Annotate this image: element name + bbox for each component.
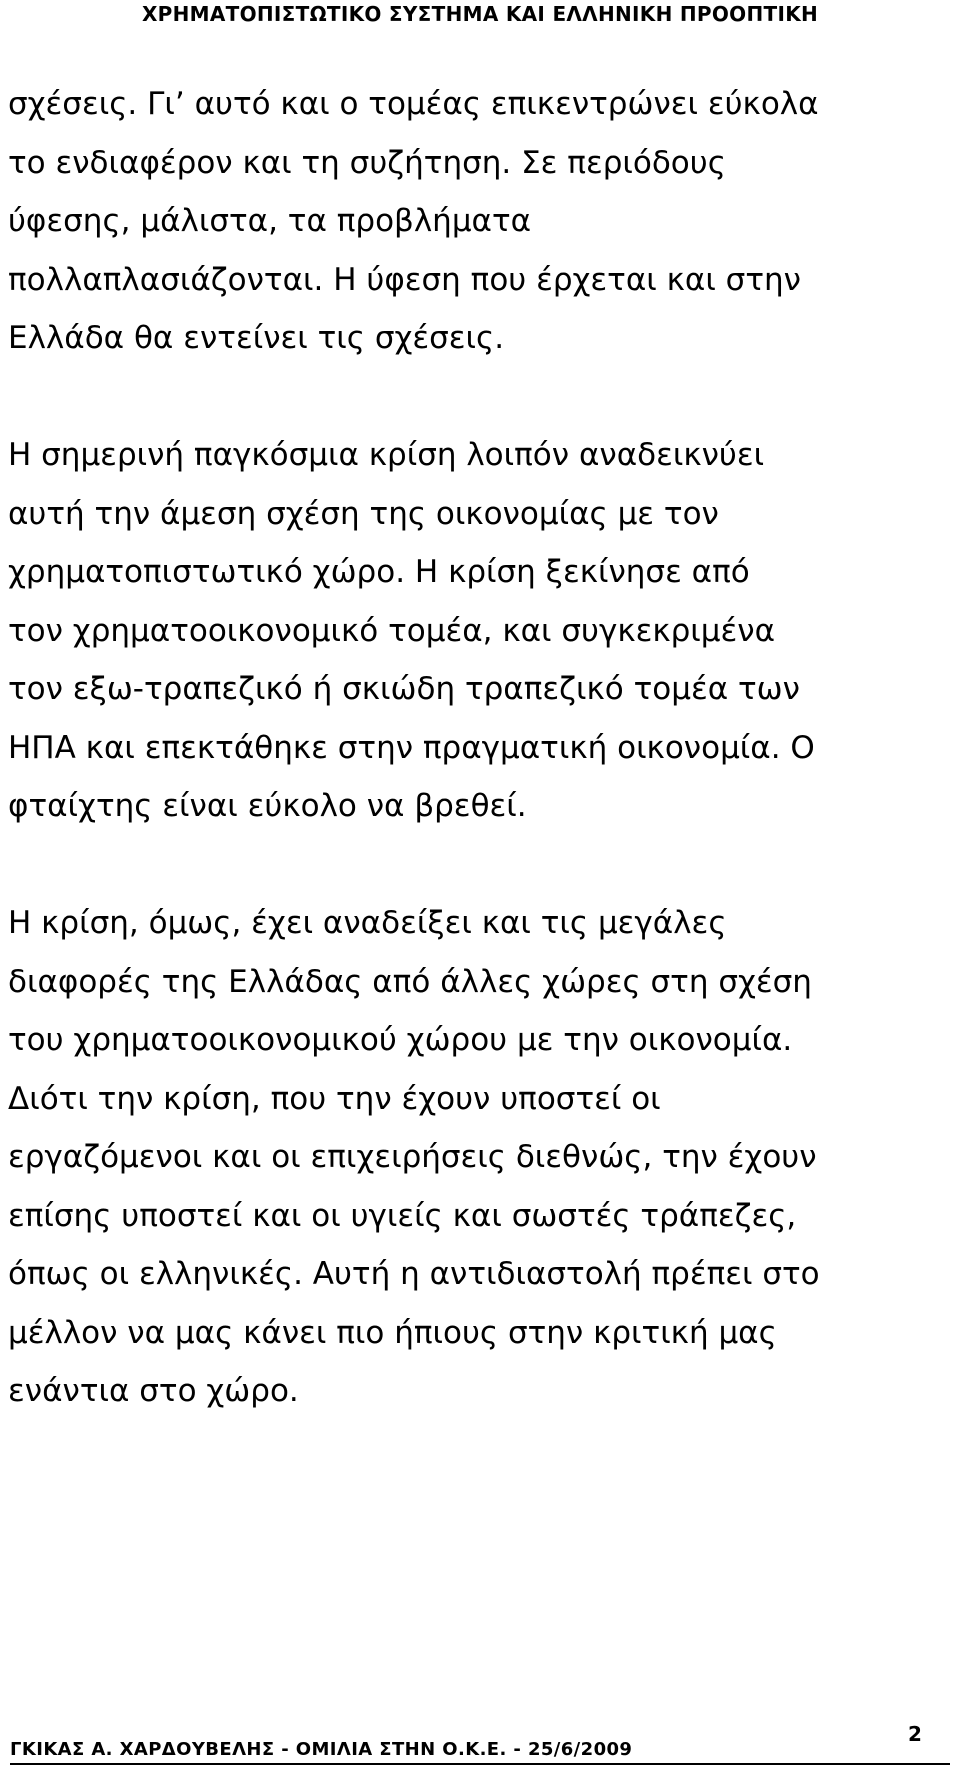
text-line: σχέσεις. Γι’ αυτό και ο τομέας επικεντρώνει εύκολα	[8, 86, 819, 122]
text-line: πολλαπλασιάζονται. Η ύφεση που έρχεται και στην	[8, 261, 801, 298]
page-number: 2	[908, 1722, 922, 1746]
text-line: ΗΠΑ και επεκτάθηκε στην πραγματική οικονομία. Ο	[8, 729, 815, 766]
text-line: όπως οι ελληνικές. Αυτή η αντιδιαστολή πρέπει στο	[8, 1256, 820, 1292]
text-line: μέλλον να μας κάνει πιο ήπιους στην κριτική μας	[8, 1314, 777, 1351]
text-line: φταίχτης είναι εύκολο να βρεθεί.	[8, 788, 527, 824]
text-line: αυτή την άμεση σχέση της οικονομίας με τον	[8, 495, 719, 532]
running-footer: ΓΚΙΚΑΣ Α. ΧΑΡΔΟΥΒΕΛΗΣ - ΟΜΙΛΙΑ ΣΤΗΝ Ο.Κ.Ε. - 25/6/2009	[10, 1739, 633, 1760]
text-line: του χρηματοοικονομικού χώρου με την οικονομία.	[8, 1022, 793, 1058]
text-line: Διότι την κρίση, που την έχουν υποστεί οι	[8, 1080, 661, 1117]
text-line: τον εξω-τραπεζικό ή σκιώδη τραπεζικό τομέα των	[8, 671, 800, 707]
paragraph-gap	[8, 836, 958, 895]
text-line: χρηματοπιστωτικό χώρο. Η κρίση ξεκίνησε από	[8, 554, 750, 590]
text-line: διαφορές της Ελλάδας από άλλες χώρες στη σχέση	[8, 963, 812, 1000]
paragraph-gap	[8, 368, 958, 427]
paragraph	[8, 426, 958, 836]
text-line: επίσης υποστεί και οι υγιείς και σωστές τράπεζες,	[8, 1197, 797, 1234]
footer-rule	[10, 1763, 950, 1765]
text-line: Η σημερινή παγκόσμια κρίση λοιπόν αναδεικνύει	[8, 437, 765, 473]
running-header: ΧΡΗΜΑΤΟΠΙΣΤΩΤΙΚΟ ΣΥΣΤΗΜΑ ΚΑΙ ΕΛΛΗΝΙΚΗ ΠΡΟΟΠΤΙΚΗ	[141, 2, 819, 26]
text-line: Η κρίση, όμως, έχει αναδείξει και τις μεγάλες	[8, 905, 727, 941]
text-line: ενάντια στο χώρο.	[8, 1373, 299, 1409]
document-body	[8, 75, 958, 1421]
text-line: Ελλάδα θα εντείνει τις σχέσεις.	[8, 320, 505, 356]
paragraph	[8, 894, 958, 1421]
text-line: το ενδιαφέρον και τη συζήτηση. Σε περιόδους	[8, 144, 726, 181]
paragraph	[8, 75, 958, 368]
text-line: εργαζόμενοι και οι επιχειρήσεις διεθνώς, την έχουν	[8, 1139, 817, 1175]
text-line: τον χρηματοοικονομικό τομέα, και συγκεκριμένα	[8, 612, 776, 649]
text-line: ύφεσης, μάλιστα, τα προβλήματα	[8, 203, 532, 239]
